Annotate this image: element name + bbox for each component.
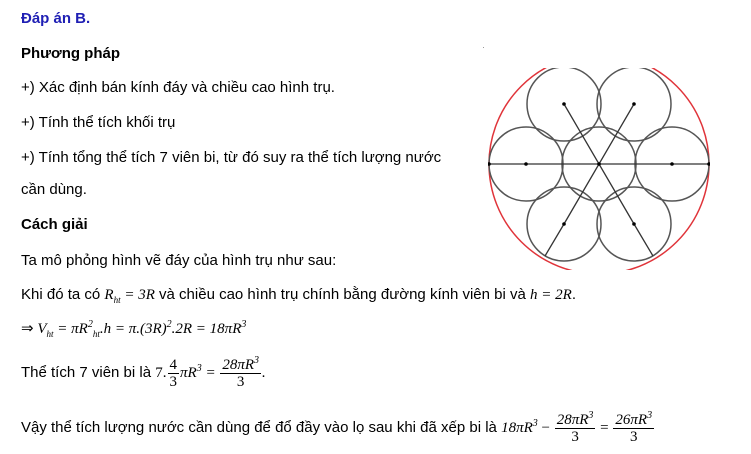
line4-prefix: Vậy thể tích lượng nước cần dùng để đổ đầy vào lọ sau khi đã xếp bi là <box>21 418 497 436</box>
solution-heading: Cách giải <box>21 216 88 233</box>
line1-middle: và chiều cao hình trụ chính bằng đường kính viên bi và <box>159 286 526 303</box>
line1-prefix: Khi đó ta có <box>21 286 101 303</box>
point-top-right <box>632 102 636 106</box>
solution-line-2 <box>21 320 246 338</box>
solution-line-1: Khi đó ta có $R_{ht} = 3R$ và chiều cao hình trụ chính bằng đường kính viên bi và h = 2R. <box>21 286 576 305</box>
point-bottom-right <box>632 222 636 226</box>
solution-line-3 <box>21 357 266 390</box>
line1-h-formula: h = 2R <box>530 287 572 303</box>
point-outer-right <box>707 162 710 166</box>
diagonal-ext-1 <box>634 224 653 256</box>
cylinder-base-figure <box>488 68 710 270</box>
speck-dot <box>483 47 484 48</box>
line2-formula: ⇒ $V_{ht} = \pi R^2_{ht}.h = \pi.(3R)^2.2R = 18\pi R^3$ <box>21 319 247 339</box>
point-outer-left <box>488 162 491 166</box>
point-top-left <box>562 102 566 106</box>
point-center <box>597 162 601 166</box>
diagonal-ext-2 <box>545 224 564 256</box>
solution-line-4 <box>21 412 655 445</box>
method-heading: Phương pháp <box>21 45 121 62</box>
answer-label: Đáp án B. <box>21 10 91 27</box>
point-bottom-left <box>562 222 566 226</box>
method-step-3: +) Tính tổng thể tích 7 viên bi, từ đó suy ra thể tích lượng nước <box>21 149 442 166</box>
point-right <box>670 162 674 166</box>
line1-rht-formula: $R_{ht} = 3R$ <box>104 287 155 305</box>
method-step-3-cont: cần dùng. <box>21 181 87 198</box>
method-step-2: +) Tính thể tích khối trụ <box>21 114 176 131</box>
line4-formula: $18\pi R^3$ − $\frac{28\pi R^3}{3}$ = $\frac{26\pi R^3}{3}$ <box>501 410 653 445</box>
line3-formula: 7. $\frac{4}{3}$ $\pi R^3$ = $\frac{28\pi R^3}{3}$ . <box>155 355 266 390</box>
method-step-1: +) Xác định bán kính đáy và chiều cao hình trụ. <box>21 79 335 96</box>
point-left <box>524 162 528 166</box>
solution-intro: Ta mô phỏng hình vẽ đáy của hình trụ như sau: <box>21 252 337 269</box>
outer-circle <box>489 68 709 270</box>
line3-prefix: Thể tích 7 viên bi là <box>21 363 152 381</box>
